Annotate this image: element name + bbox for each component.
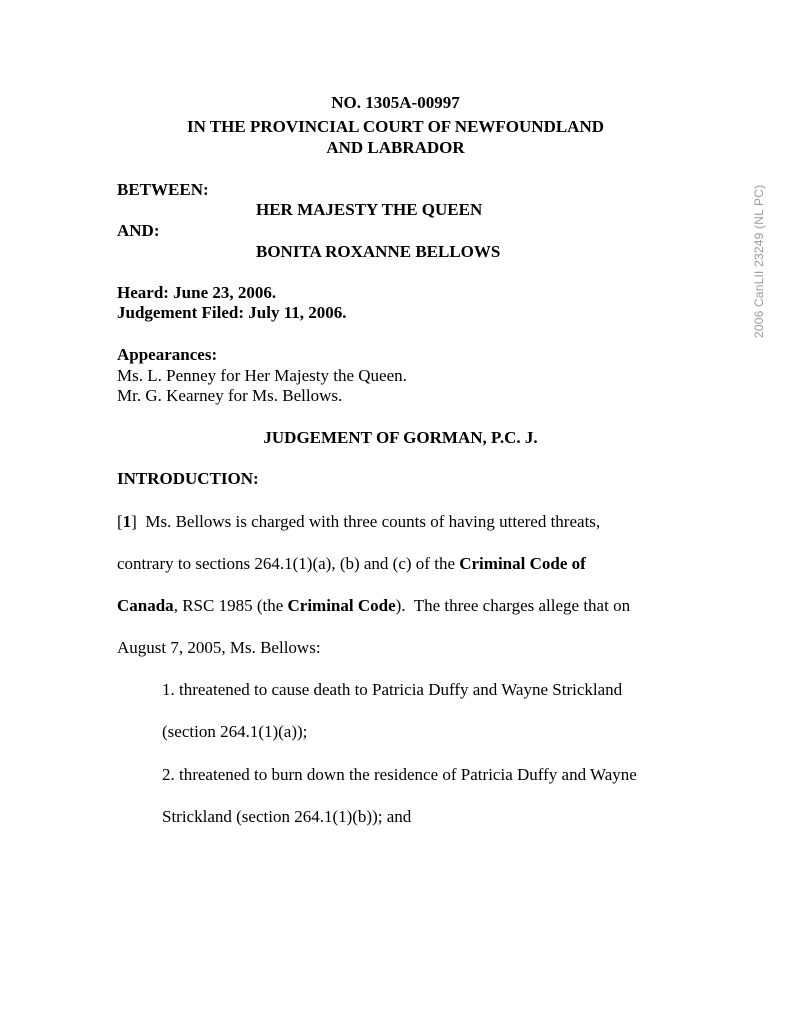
paragraph-1-line3-text2: ). The three charges allege that on (395, 596, 631, 615)
and-label: AND: (117, 221, 160, 240)
statute-short-name: Criminal Code (287, 596, 396, 615)
court-name-line1: IN THE PROVINCIAL COURT OF NEWFOUNDLAND (186, 117, 605, 136)
charge-2-line1: 2. threatened to burn down the residence of Patricia Duffy and Wayne (162, 765, 637, 784)
heard-date: Heard: June 23, 2006. (117, 283, 277, 302)
between-label: BETWEEN: (117, 180, 209, 199)
paragraph-1-text: Ms. Bellows is charged with three counts of having uttered threats, (136, 512, 601, 531)
canlii-watermark: 2006 CanLII 23249 (NL PC) (752, 184, 766, 338)
file-number: NO. 1305A-00997 (331, 93, 460, 112)
party-accused: BONITA ROXANNE BELLOWS (256, 242, 501, 261)
paragraph-1-line4: August 7, 2005, Ms. Bellows: (117, 638, 321, 657)
appearances-label: Appearances: (117, 345, 218, 364)
paragraph-1-line3-text1: , RSC 1985 (the (173, 596, 288, 615)
judgement-title: JUDGEMENT OF GORMAN, P.C. J. (263, 428, 538, 447)
charge-2-line2: Strickland (section 264.1(1)(b)); and (162, 807, 412, 826)
statute-name-part2: Canada (117, 596, 174, 615)
charge-1-line2: (section 264.1(1)(a)); (162, 722, 308, 741)
paragraph-number: 1 (122, 512, 132, 531)
party-crown: HER MAJESTY THE QUEEN (256, 200, 483, 219)
statute-name-part1: Criminal Code of (459, 554, 586, 573)
paragraph-1-line2 (117, 554, 586, 574)
court-name-line2: AND LABRADOR (326, 138, 465, 157)
section-heading: INTRODUCTION: (117, 469, 259, 488)
charge-1-line1: 1. threatened to cause death to Patricia Duffy and Wayne Strickland (162, 680, 623, 699)
appearance-crown: Ms. L. Penney for Her Majesty the Queen. (117, 366, 407, 385)
judgement-filed-date: Judgement Filed: July 11, 2006. (117, 303, 347, 322)
paragraph-1-line3 (117, 596, 630, 616)
appearance-defence: Mr. G. Kearney for Ms. Bellows. (117, 386, 343, 405)
paragraph-1-line1: [1] Ms. Bellows is charged with three counts of having uttered threats, (117, 512, 601, 531)
paragraph-1-line2-text: contrary to sections 264.1(1)(a), (b) and (c) of the (117, 554, 460, 573)
